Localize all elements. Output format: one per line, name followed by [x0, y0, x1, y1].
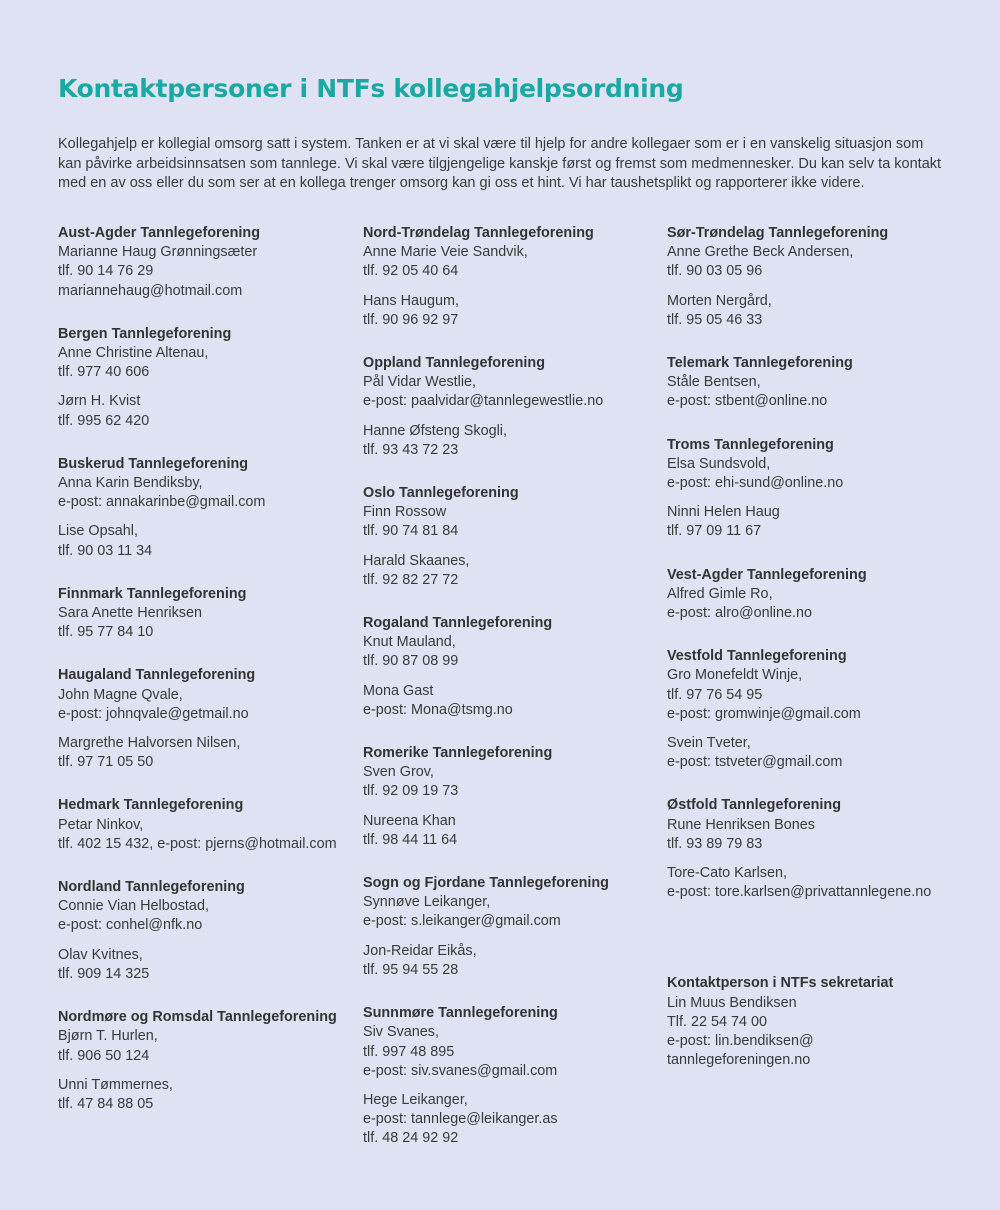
contact-phone: Tlf. 22 54 74 00	[667, 1013, 768, 1030]
association-group	[363, 1004, 663, 1148]
association-name: Telemark Tannlegeforening	[667, 355, 853, 372]
contact-name: Lise Opsahl,	[58, 523, 138, 540]
contact-person	[667, 243, 987, 281]
spacer	[363, 460, 663, 484]
contact-person	[667, 585, 987, 623]
contact-phone: tlf. 97 71 05 50	[58, 754, 154, 771]
contact-email: e-post: gromwinje@gmail.com	[667, 705, 861, 722]
spacer	[58, 854, 358, 878]
association-group	[363, 744, 663, 850]
association-name: Bergen Tannlegeforening	[58, 325, 232, 342]
contact-person	[363, 893, 663, 931]
association-name: Sogn og Fjordane Tannlegeforening	[363, 875, 609, 892]
contact-person	[58, 1076, 358, 1114]
contact-person	[363, 763, 663, 801]
spacer	[363, 282, 663, 292]
association-name: Nordmøre og Romsdal Tannlegeforening	[58, 1009, 337, 1026]
contact-name: Lin Muus Bendiksen	[667, 994, 797, 1011]
contact-person	[667, 864, 987, 902]
spacer	[363, 802, 663, 812]
contact-person	[667, 455, 987, 493]
association-group	[667, 974, 987, 1070]
spacer	[667, 330, 987, 354]
contact-email: tlf. 402 15 432, e-post: pjerns@hotmail.com	[58, 835, 337, 852]
intro-paragraph: Kollegahjelp er kollegial omsorg satt i system. Tanken er at vi skal være til hjelp for andre kollegaer som er i en vanskelig situasjon som kan påvirke arbeidsinnsatsen som tannlege. Vi skal være tilgjengelige kanskje først og fremst som medmennesker. Du kan selv ta kontakt med en av oss eller du som ser at en kollega trenger omsorg kan gi oss et hint. Vi har taushetsplikt og rapporterer ikke videre.	[58, 136, 942, 191]
contact-email: e-post: s.leikanger@gmail.com	[363, 913, 561, 930]
contact-phone: tlf. 95 94 55 28	[363, 961, 459, 978]
association-group	[58, 455, 358, 561]
contact-name: Pål Vidar Westlie,	[363, 374, 477, 391]
contact-phone: tlf. 92 82 27 72	[363, 571, 459, 588]
contact-person	[667, 666, 987, 724]
association-group	[58, 1008, 358, 1114]
association-name: Oslo Tannlegeforening	[363, 485, 519, 502]
spacer	[363, 672, 663, 682]
contact-name: Ninni Helen Haug	[667, 504, 780, 521]
association-name: Kontaktperson i NTFs sekretariat	[667, 975, 894, 992]
contact-email: e-post: lin.bendiksen@	[667, 1033, 814, 1050]
contact-column-2	[363, 224, 663, 1149]
contact-name: Siv Svanes,	[363, 1024, 439, 1041]
contact-phone: tlf. 95 05 46 33	[667, 311, 763, 328]
contact-phone: tlf. 909 14 325	[58, 965, 150, 982]
association-name: Nordland Tannlegeforening	[58, 879, 245, 896]
spacer	[363, 412, 663, 422]
contact-phone: tlf. 90 96 92 97	[363, 311, 459, 328]
contact-person	[58, 604, 358, 642]
association-name: Haugaland Tannlegeforening	[58, 667, 256, 684]
contact-name: Unni Tømmernes,	[58, 1076, 173, 1093]
contact-name: Knut Mauland,	[363, 634, 456, 651]
contact-phone: tlf. 97 09 11 67	[667, 523, 762, 540]
association-group	[667, 647, 987, 772]
association-group	[667, 566, 987, 624]
contact-name: Nureena Khan	[363, 812, 456, 829]
contact-person	[667, 734, 987, 772]
spacer	[363, 542, 663, 552]
association-name: Oppland Tannlegeforening	[363, 355, 546, 372]
contact-person	[363, 942, 663, 980]
association-group	[58, 224, 358, 301]
contact-name: Jørn H. Kvist	[58, 393, 141, 410]
contact-email: e-post: johnqvale@getmail.no	[58, 705, 249, 722]
contact-name: Sara Anette Henriksen	[58, 605, 202, 622]
contact-phone: tlf. 90 74 81 84	[363, 523, 459, 540]
contact-name: Rune Henriksen Bones	[667, 816, 815, 833]
contact-phone: tlf. 90 14 76 29	[58, 263, 154, 280]
spacer	[58, 431, 358, 455]
spacer	[667, 493, 987, 503]
contact-phone: tlf. 90 03 05 96	[667, 263, 763, 280]
contact-phone: tlf. 95 77 84 10	[58, 624, 154, 641]
contact-email: e-post: Mona@tsmg.no	[363, 701, 513, 718]
contact-name: Harald Skaanes,	[363, 552, 470, 569]
association-name: Østfold Tannlegeforening	[667, 797, 842, 814]
contact-name: Anne Grethe Beck Andersen,	[667, 244, 854, 261]
association-name: Sør-Trøndelag Tannlegeforening	[667, 225, 889, 241]
contact-name: Finn Rossow	[363, 504, 447, 521]
contact-person	[363, 373, 663, 411]
spacer	[667, 623, 987, 647]
spacer	[363, 850, 663, 874]
contact-person	[58, 243, 358, 301]
contact-name: Sven Grov,	[363, 764, 434, 781]
contact-person	[363, 1023, 663, 1081]
contact-column-3	[667, 224, 987, 1071]
association-group	[363, 874, 663, 980]
contact-person	[58, 522, 358, 560]
contact-name: Svein Tveter,	[667, 735, 751, 752]
spacer	[667, 902, 987, 974]
contact-email: e-post: stbent@online.no	[667, 393, 828, 410]
association-group	[58, 878, 358, 984]
contact-name: Bjørn T. Hurlen,	[58, 1028, 158, 1045]
association-name: Vestfold Tannlegeforening	[667, 648, 847, 665]
association-group	[58, 666, 358, 772]
contact-person	[58, 734, 358, 772]
association-group	[363, 224, 663, 330]
contact-person	[363, 682, 663, 720]
spacer	[58, 642, 358, 666]
spacer	[363, 932, 663, 942]
contact-person	[667, 503, 987, 541]
contact-person	[363, 812, 663, 850]
association-name: Sunnmøre Tannlegeforening	[363, 1005, 558, 1022]
spacer	[58, 936, 358, 946]
spacer	[58, 382, 358, 392]
spacer	[667, 282, 987, 292]
contact-name: Marianne Haug Grønningsæter	[58, 244, 258, 261]
contact-person	[667, 994, 987, 1071]
contact-phone: tlf. 97 76 54 95	[667, 686, 763, 703]
contact-phone: tlf. 995 62 420	[58, 412, 150, 429]
contact-name: Hanne Øfsteng Skogli,	[363, 422, 507, 439]
spacer	[667, 542, 987, 566]
contact-name: Hege Leikanger,	[363, 1091, 468, 1108]
contact-person	[58, 686, 358, 724]
contact-person	[58, 344, 358, 382]
spacer	[58, 724, 358, 734]
contact-phone: tlf. 48 24 92 92	[363, 1130, 459, 1147]
association-group	[667, 224, 987, 330]
spacer	[363, 1081, 663, 1091]
contact-name: Hans Haugum,	[363, 292, 459, 309]
association-group	[363, 354, 663, 460]
page-title: Kontaktpersoner i NTFs kollegahjelpsordning	[58, 74, 684, 103]
spacer	[58, 512, 358, 522]
contact-phone: tlf. 90 03 11 34	[58, 542, 153, 559]
contact-phone: tlf. 92 09 19 73	[363, 783, 459, 800]
association-group	[58, 796, 358, 854]
spacer	[363, 720, 663, 744]
spacer	[58, 301, 358, 325]
contact-name: Jon-Reidar Eikås,	[363, 942, 477, 959]
contact-person	[363, 503, 663, 541]
contact-email: e-post: paalvidar@tannlegewestlie.no	[363, 393, 604, 410]
contact-person	[58, 946, 358, 984]
association-name: Aust-Agder Tannlegeforening	[58, 225, 261, 241]
contact-phone: tlf. 98 44 11 64	[363, 831, 458, 848]
contact-email: e-post: ehi-sund@online.no	[667, 475, 844, 492]
contact-person	[58, 392, 358, 430]
contact-name: John Magne Qvale,	[58, 686, 183, 703]
contact-email: e-post: tore.karlsen@privattannlegene.no	[667, 884, 932, 901]
contact-name: Mona Gast	[363, 682, 434, 699]
spacer	[667, 854, 987, 864]
contact-person	[58, 474, 358, 512]
contact-email: e-post: annakarinbe@gmail.com	[58, 494, 266, 511]
association-name: Troms Tannlegeforening	[667, 436, 834, 453]
contact-person	[58, 816, 358, 854]
association-name: Hedmark Tannlegeforening	[58, 797, 244, 814]
contact-name: Margrethe Halvorsen Nilsen,	[58, 735, 241, 752]
contact-person	[667, 816, 987, 854]
contact-person	[58, 1027, 358, 1065]
contact-phone: tlf. 906 50 124	[58, 1047, 150, 1064]
contact-name: Elsa Sundsvold,	[667, 455, 771, 472]
contact-email: e-post: conhel@nfk.no	[58, 917, 203, 934]
association-group	[58, 325, 358, 431]
association-name: Romerike Tannlegeforening	[363, 745, 553, 762]
contact-name: Synnøve Leikanger,	[363, 894, 491, 911]
contact-name: Olav Kvitnes,	[58, 946, 143, 963]
contact-email: e-post: siv.svanes@gmail.com	[363, 1062, 558, 1079]
contact-phone: tlf. 977 40 606	[58, 364, 150, 381]
contact-email: e-post: alro@online.no	[667, 605, 813, 622]
contact-name: Alfred Gimle Ro,	[667, 585, 773, 602]
contact-name: Anne Marie Veie Sandvik,	[363, 244, 528, 261]
contact-detail: tannlegeforeningen.no	[667, 1052, 811, 1069]
contact-person	[363, 292, 663, 330]
contact-email: mariannehaug@hotmail.com	[58, 282, 243, 299]
association-name: Finnmark Tannlegeforening	[58, 585, 247, 602]
contact-phone: tlf. 90 87 08 99	[363, 653, 459, 670]
contact-phone: tlf. 93 43 72 23	[363, 441, 459, 458]
association-group	[667, 354, 987, 412]
spacer	[667, 772, 987, 796]
contact-person	[667, 373, 987, 411]
spacer	[58, 772, 358, 796]
association-group	[667, 796, 987, 902]
contact-column-1	[58, 224, 358, 1114]
contact-phone: tlf. 92 05 40 64	[363, 263, 459, 280]
spacer	[58, 984, 358, 1008]
contact-name: Anna Karin Bendiksby,	[58, 475, 203, 492]
contact-person	[363, 422, 663, 460]
contact-phone: tlf. 47 84 88 05	[58, 1095, 154, 1112]
contact-email: e-post: tstveter@gmail.com	[667, 754, 843, 771]
association-name: Rogaland Tannlegeforening	[363, 615, 553, 632]
contact-phone: tlf. 93 89 79 83	[667, 835, 763, 852]
contact-name: Tore-Cato Karlsen,	[667, 865, 787, 882]
spacer	[667, 412, 987, 436]
association-group	[363, 614, 663, 720]
contact-phone: tlf. 997 48 895	[363, 1043, 455, 1060]
contact-person	[363, 633, 663, 671]
contact-person	[363, 1091, 663, 1149]
association-name: Buskerud Tannlegeforening	[58, 455, 249, 472]
contact-name: Petar Ninkov,	[58, 816, 144, 833]
association-group	[667, 436, 987, 542]
contact-person	[667, 292, 987, 330]
contact-person	[58, 897, 358, 935]
contact-name: Morten Nergård,	[667, 292, 772, 309]
association-name: Vest-Agder Tannlegeforening	[667, 566, 867, 583]
contact-name: Anne Christine Altenau,	[58, 345, 209, 362]
association-group	[58, 585, 358, 643]
spacer	[363, 980, 663, 1004]
spacer	[363, 590, 663, 614]
contact-email: e-post: tannlege@leikanger.as	[363, 1111, 558, 1128]
contact-name: Gro Monefeldt Winje,	[667, 667, 803, 684]
spacer	[58, 561, 358, 585]
contact-person	[363, 552, 663, 590]
spacer	[58, 1066, 358, 1076]
spacer	[363, 330, 663, 354]
association-group	[363, 484, 663, 590]
contact-person	[363, 243, 663, 281]
contact-name: Connie Vian Helbostad,	[58, 898, 209, 915]
association-name: Nord-Trøndelag Tannlegeforening	[363, 225, 594, 241]
spacer	[667, 724, 987, 734]
contact-name: Ståle Bentsen,	[667, 374, 761, 391]
